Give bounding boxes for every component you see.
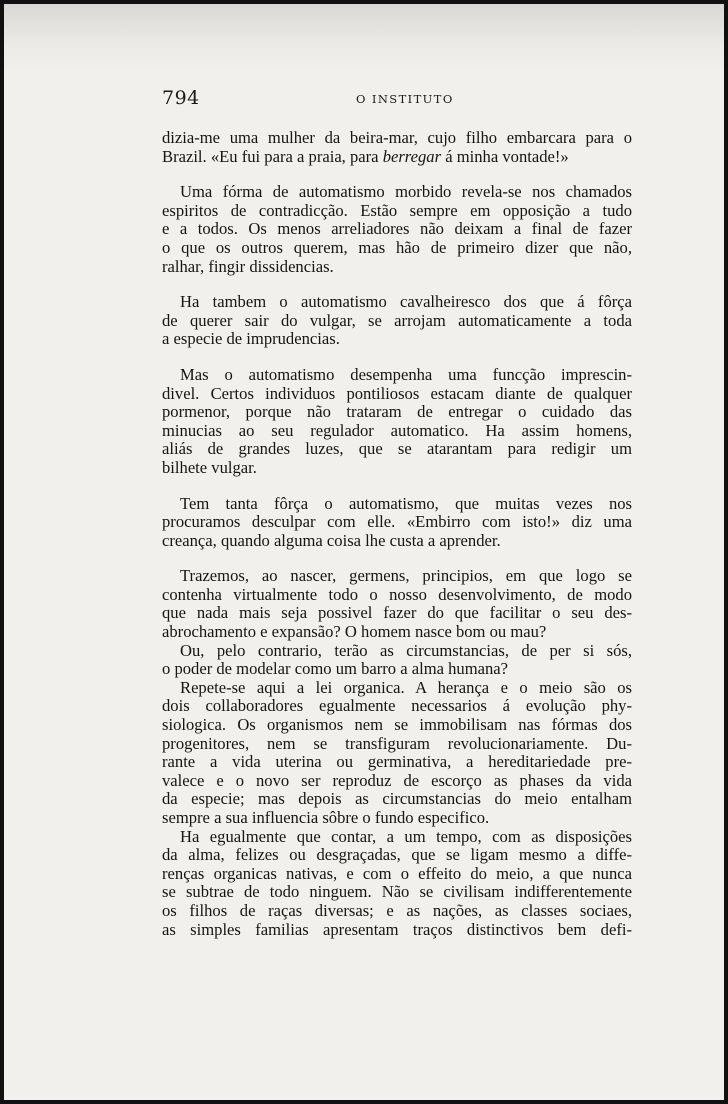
paragraph bbox=[162, 642, 632, 679]
text-line: dizia-me uma mulher da beira-mar, cujo filho embarcara para o bbox=[162, 128, 632, 147]
text-line: aliás de grandes luzes, que se atarantam para redigir um bbox=[162, 439, 632, 459]
text-line: os filhos de raças diversas; e as nações, as classes sociaes, bbox=[162, 900, 632, 920]
italic-word: berregar bbox=[382, 146, 442, 166]
text-line: da especie; mas depois as circumstancias do meio entalham bbox=[162, 789, 632, 809]
text-line: contenha virtualmente todo o nosso desenvolvimento, de modo bbox=[162, 584, 632, 604]
paragraph bbox=[162, 366, 632, 478]
body-text bbox=[162, 129, 632, 939]
text-line: a especie de imprudencias. bbox=[162, 329, 340, 349]
text-line: Uma fórma de automatismo morbido revela-se nos chamados bbox=[180, 182, 632, 202]
book-page bbox=[4, 4, 724, 1100]
text-line: o que os outros querem, mas hão de primeiro dizer que não, bbox=[162, 237, 632, 257]
text-line: Ha tambem o automatismo cavalheiresco dos que á fôrça bbox=[180, 292, 632, 312]
text-line: valece e o novo ser reproduz de escorço as phases da vida bbox=[162, 770, 632, 790]
text-line: sempre a sua influencia sôbre o fundo especifico. bbox=[162, 808, 490, 827]
text-line: o poder de modelar como um barro a alma humana? bbox=[162, 659, 509, 679]
text-line: da alma, felizes ou desgraçadas, que se ligam mesmo a diffe- bbox=[162, 845, 632, 865]
text-line: rante a vida uterina ou germinativa, a hereditariedade pre- bbox=[162, 752, 632, 772]
page-number: 794 bbox=[162, 87, 200, 109]
text-line: divel. Certos individuos pontiliosos estacam diante de qualquer bbox=[162, 383, 632, 403]
text-line: Ha egualmente que contar, a um tempo, com as disposições bbox=[180, 826, 632, 846]
text-fragment: á minha vontade!» bbox=[441, 146, 569, 166]
text-line: abrochamento e expansão? O homem nasce bom ou mau? bbox=[162, 622, 547, 642]
paragraph bbox=[162, 293, 632, 349]
text-line: as simples familias apresentam traços distinctivos bem defi- bbox=[162, 919, 632, 939]
text-line: de querer sair do vulgar, se arrojam automaticamente a toda bbox=[162, 310, 632, 330]
paragraph bbox=[162, 828, 632, 940]
text-line: creança, quando alguma coisa lhe custa a aprender. bbox=[162, 530, 501, 550]
paragraph bbox=[162, 495, 632, 551]
text-line bbox=[162, 148, 632, 167]
paragraph bbox=[162, 129, 632, 166]
text-line: ralhar, fingir dissidencias. bbox=[162, 256, 334, 276]
text-fragment: Brazil. «Eu fui para a praia, para bbox=[162, 146, 383, 166]
paragraph bbox=[162, 567, 632, 641]
text-line: Mas o automatismo desempenha uma funcção imprescin- bbox=[180, 364, 632, 384]
text-line: se subtrae de todo ninguem. Não se civilisam indifferentemente bbox=[162, 882, 632, 902]
text-line: pormenor, porque não trataram de entregar o cuidado das bbox=[162, 402, 632, 422]
text-line: progenitores, nem se transfiguram revolucionariamente. Du- bbox=[162, 733, 632, 753]
text-line: Tem tanta fôrça o automatismo, que muitas vezes nos bbox=[180, 493, 632, 513]
text-line: e a todos. Os menos arreliadores não deixam a final de fazer bbox=[162, 219, 632, 239]
text-line: siologica. Os organismos nem se immobilisam nas fórmas dos bbox=[162, 715, 632, 735]
text-line: minucias ao seu regulador automatico. Ha assim homens, bbox=[162, 420, 632, 440]
running-header bbox=[160, 87, 640, 113]
text-line: que nada mais seja possivel fazer do que facilitar o seu des- bbox=[162, 603, 632, 623]
text-line: dois collaboradores egualmente necessarios á evolução phy- bbox=[162, 696, 632, 716]
paragraph bbox=[162, 183, 632, 276]
text-line: Trazemos, ao nascer, germens, principios, em que logo se bbox=[180, 566, 632, 586]
text-line: renças organicas nativas, e com o effeito do meio, a que nunca bbox=[162, 863, 632, 883]
paragraph bbox=[162, 679, 632, 828]
text-line: espiritos de contradicção. Estão sempre em opposição a tudo bbox=[162, 200, 632, 220]
text-line: procuramos desculpar com elle. «Embirro com isto!» diz uma bbox=[162, 512, 632, 532]
text-line: Ou, pelo contrario, terão as circumstancias, de per si sós, bbox=[180, 640, 632, 660]
text-line: bilhete vulgar. bbox=[162, 457, 257, 477]
running-title: O INSTITUTO bbox=[356, 92, 454, 106]
text-line: Repete-se aqui a lei organica. A herança e o meio são os bbox=[180, 677, 632, 697]
